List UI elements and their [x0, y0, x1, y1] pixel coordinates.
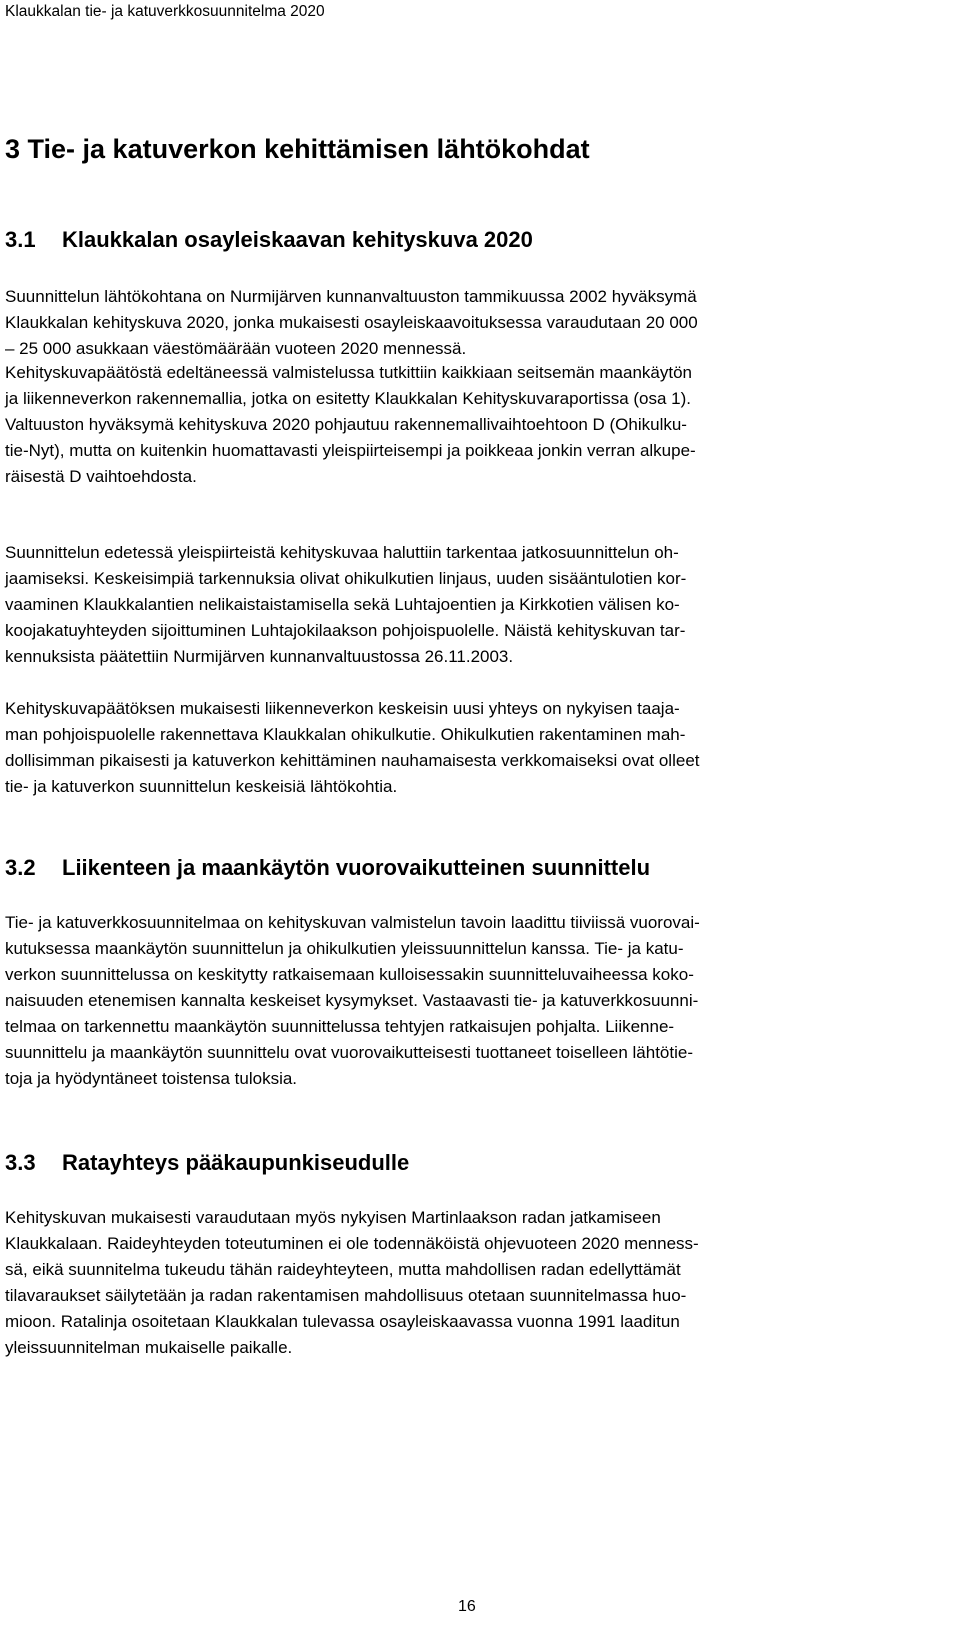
text-line: tie-Nyt), mutta on kuitenkin huomattavasti yleispiirteisempi ja poikkeaa jonkin verran alkupe-	[5, 441, 696, 460]
text-line: kutuksessa maankäytön suunnittelun ja ohikulkutien yleissuunnittelun kanssa. Tie- ja katu-	[5, 939, 684, 958]
section-heading-3-3	[5, 1148, 409, 1178]
text-line: sä, eikä suunnitelma tukeudu tähän raideyhteyteen, mutta mahdollisen radan edellyttämät	[5, 1260, 681, 1279]
paragraph	[5, 696, 957, 800]
text-line: ja liikenneverkon rakennemallia, jotka on esitetty Klaukkalan Kehityskuvaraportissa (osa 1).	[5, 389, 692, 408]
text-line: dollisimman pikaisesti ja katuverkon kehittäminen nauhamaisesta verkkomaiseksi ovat olleet	[5, 751, 700, 770]
text-line: räisestä D vaihtoehdosta.	[5, 467, 197, 486]
text-line: – 25 000 asukkaan väestömäärään vuoteen 2020 mennessä.	[5, 339, 467, 358]
text-line: Klaukkalan kehityskuva 2020, jonka mukaisesti osayleiskaavoituksessa varaudutaan 20 000	[5, 313, 698, 332]
text-line: Klaukkalaan. Raideyhteyden toteutuminen ei ole todennäköistä ohjevuoteen 2020 menness-	[5, 1234, 699, 1253]
text-line: naisuuden etenemisen kannalta keskeiset kysymykset. Vastaavasti tie- ja katuverkkosuunni-	[5, 991, 699, 1010]
text-line: jaamiseksi. Keskeisimpiä tarkennuksia olivat ohikulkutien linjaus, uuden sisääntulotien kor-	[5, 569, 687, 588]
text-line: mioon. Ratalinja osoitetaan Klaukkalan tulevassa osayleiskaavassa vuonna 1991 laaditun	[5, 1312, 680, 1331]
text-line: Kehityskuvan mukaisesti varaudutaan myös nykyisen Martinlaakson radan jatkamiseen	[5, 1208, 661, 1227]
paragraph	[5, 540, 957, 670]
text-line: Suunnittelun edetessä yleispiirteistä kehityskuvaa haluttiin tarkentaa jatkosuunnittelun oh-	[5, 543, 679, 562]
text-line: Kehityskuvapäätöksen mukaisesti liikenneverkon keskeisin uusi yhteys on nykyisen taaja-	[5, 699, 680, 718]
section-heading-3-1	[5, 225, 533, 255]
text-line: toja ja hyödyntäneet toistensa tuloksia.	[5, 1069, 298, 1088]
text-line: man pohjoispuolelle rakennettava Klaukkalan ohikulkutie. Ohikulkutien rakentaminen mah-	[5, 725, 686, 744]
paragraph	[5, 360, 957, 490]
section-number: 3.1	[5, 227, 36, 252]
text-line: tie- ja katuverkon suunnittelun keskeisiä lähtökohtia.	[5, 777, 398, 796]
section-number: 3.3	[5, 1150, 36, 1175]
text-line: Kehityskuvapäätöstä edeltäneessä valmistelussa tutkittiin kaikkiaan seitsemän maankäytön	[5, 363, 692, 382]
text-line: Valtuuston hyväksymä kehityskuva 2020 pohjautuu rakennemallivaihtoehtoon D (Ohikulku-	[5, 415, 687, 434]
paragraph	[5, 284, 957, 362]
text-line: kennuksista päätettiin Nurmijärven kunnanvaltuustossa 26.11.2003.	[5, 647, 514, 666]
text-line: tilavaraukset säilytetään ja radan rakentamisen mahdollisuus otetaan suunnitelmassa huo-	[5, 1286, 687, 1305]
chapter-title: 3 Tie- ja katuverkon kehittämisen lähtökohdat	[5, 134, 590, 164]
paragraph	[5, 1205, 957, 1361]
text-line: verkon suunnittelussa on keskitytty ratkaisemaan kulloisessakin suunnitteluvaiheessa koko-	[5, 965, 694, 984]
page-number: 16	[458, 1598, 476, 1615]
section-title: Klaukkalan osayleiskaavan kehityskuva 2020	[62, 227, 533, 252]
text-line: vaaminen Klaukkalantien nelikaistaistamisella sekä Luhtajoentien ja Kirkkotien välisen ko-	[5, 595, 680, 614]
text-line: yleissuunnitelman mukaiselle paikalle.	[5, 1338, 293, 1357]
section-heading-3-2	[5, 853, 650, 883]
text-line: koojakatuyhteyden sijoittuminen Luhtajokilaakson pohjoispuolelle. Näistä kehityskuvan tar-	[5, 621, 686, 640]
section-title: Liikenteen ja maankäytön vuorovaikutteinen suunnittelu	[62, 855, 651, 880]
section-number: 3.2	[5, 855, 36, 880]
text-line: Tie- ja katuverkkosuunnitelmaa on kehityskuvan valmistelun tavoin laadittu tiiviissä vuorovai-	[5, 913, 700, 932]
text-line: telmaa on tarkennettu maankäytön suunnittelussa tehtyjen ratkaisujen pohjalta. Liikenne-	[5, 1017, 675, 1036]
section-title: Ratayhteys pääkaupunkiseudulle	[62, 1150, 410, 1175]
text-line: suunnittelu ja maankäytön suunnittelu ovat vuorovaikutteisesti tuottaneet toiselleen lähtötie-	[5, 1043, 693, 1062]
text-line: Suunnittelun lähtökohtana on Nurmijärven kunnanvaltuuston tammikuussa 2002 hyväksymä	[5, 287, 697, 306]
running-header: Klaukkalan tie- ja katuverkkosuunnitelma 2020	[5, 3, 325, 20]
paragraph	[5, 910, 957, 1092]
